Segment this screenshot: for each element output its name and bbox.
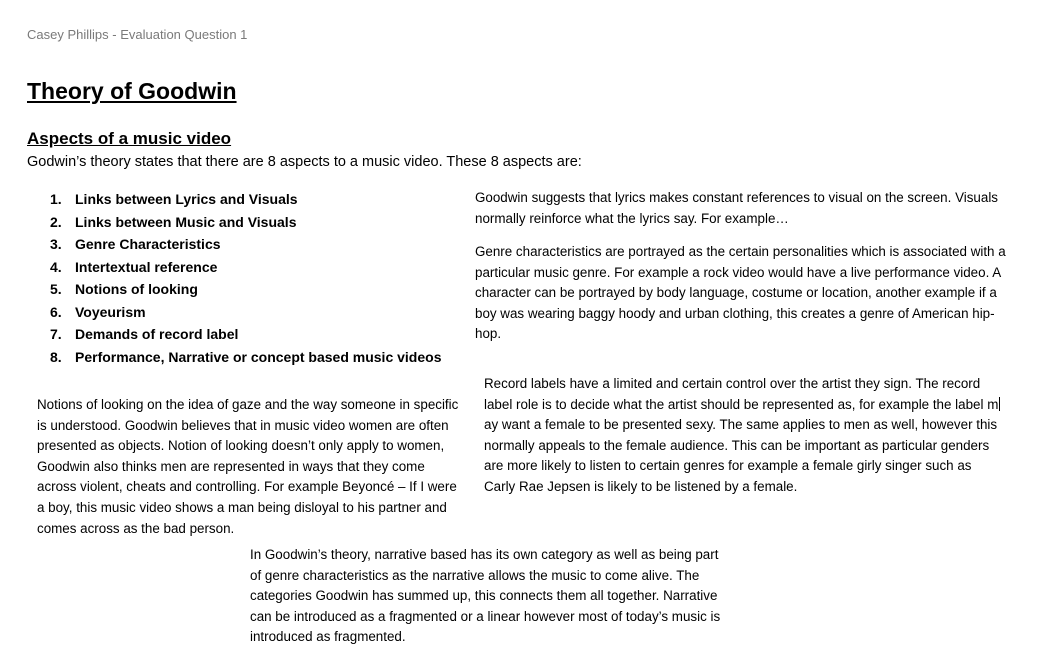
list-item-label: Voyeurism bbox=[75, 303, 146, 320]
intro-paragraph: Godwin’s theory states that there are 8 aspects to a music video. These 8 aspects are: bbox=[27, 154, 582, 170]
text-cursor bbox=[999, 397, 1000, 411]
list-item-label: Links between Music and Visuals bbox=[75, 213, 297, 230]
list-item bbox=[50, 211, 441, 234]
list-item-label: Links between Lyrics and Visuals bbox=[75, 191, 298, 207]
list-item-label: Intertextual reference bbox=[75, 258, 218, 275]
section-heading: Aspects of a music video bbox=[27, 129, 232, 148]
list-item-label: Notions of looking bbox=[75, 281, 198, 297]
record-label-text-start: Record labels have a limited and certain control over the artist they sign. The record label role is to decide what the artist should be represented as, for example the label m bbox=[484, 376, 999, 412]
list-item-number: 2. bbox=[50, 213, 62, 230]
list-item bbox=[50, 278, 441, 301]
list-item bbox=[50, 323, 441, 346]
list-item bbox=[50, 256, 441, 279]
record-label-text-end: ay want a female to be presented sexy. The same applies to men as well, however this normally appeals to the female audience. This can be important as particular genders are more likely to listen to certain genres for example a female girly singer such as Carly Rae Jepsen is likely to be listened by a female. bbox=[484, 417, 998, 494]
list-item-label: Demands of record label bbox=[75, 326, 239, 342]
list-item-number: 5. bbox=[50, 281, 62, 297]
list-item bbox=[50, 233, 441, 256]
list-item-number: 8. bbox=[50, 348, 62, 365]
record-label-paragraph[interactable] bbox=[484, 374, 1004, 498]
document-title: Theory of Goodwin bbox=[27, 78, 237, 104]
list-item bbox=[50, 346, 441, 369]
aspects-list bbox=[50, 188, 441, 368]
list-item-number: 4. bbox=[50, 258, 62, 275]
list-item bbox=[50, 301, 441, 324]
list-item-label: Genre Characteristics bbox=[75, 236, 221, 252]
list-item bbox=[50, 188, 441, 211]
lyrics-visuals-paragraph: Goodwin suggests that lyrics makes constant references to visual on the screen. Visuals normally reinforce what the lyrics say. For example… bbox=[475, 190, 998, 226]
list-item-number: 7. bbox=[50, 326, 62, 342]
list-item-number: 3. bbox=[50, 236, 62, 252]
genre-paragraph: Genre characteristics are portrayed as the certain personalities which is associated with a particular music genre. For example a rock video would have a live performance video. A character can be portrayed by body language, costume or location, another example if a boy was wearing baggy hoody and urban clothing, this creates a genre of American hip-hop. bbox=[475, 244, 1006, 342]
notions-of-looking-paragraph: Notions of looking on the idea of gaze and the way someone in specific is understood. Goodwin believes that in music video women are often presented as objects. Notion of looking doesn’t only apply to women, Goodwin also thinks men are represented in ways that they come across violent, cheats and controlling. For example Beyoncé – If I were a boy, this music video shows a man being disloyal to his partner and comes across as the bad person. bbox=[37, 397, 459, 536]
list-item-number: 6. bbox=[50, 303, 62, 320]
list-item-label: Performance, Narrative or concept based music videos bbox=[75, 348, 442, 365]
narrative-paragraph: In Goodwin’s theory, narrative based has its own category as well as being part of genre characteristics as the narrative allows the music to come alive. The categories Goodwin has summed up, this connects them all together. Narrative can be introduced as a fragmented or a linear however most of today’s music is introduced as fragmented. bbox=[250, 547, 721, 645]
list-item-number: 1. bbox=[50, 191, 62, 207]
document-header: Casey Phillips - Evaluation Question 1 bbox=[27, 27, 248, 42]
